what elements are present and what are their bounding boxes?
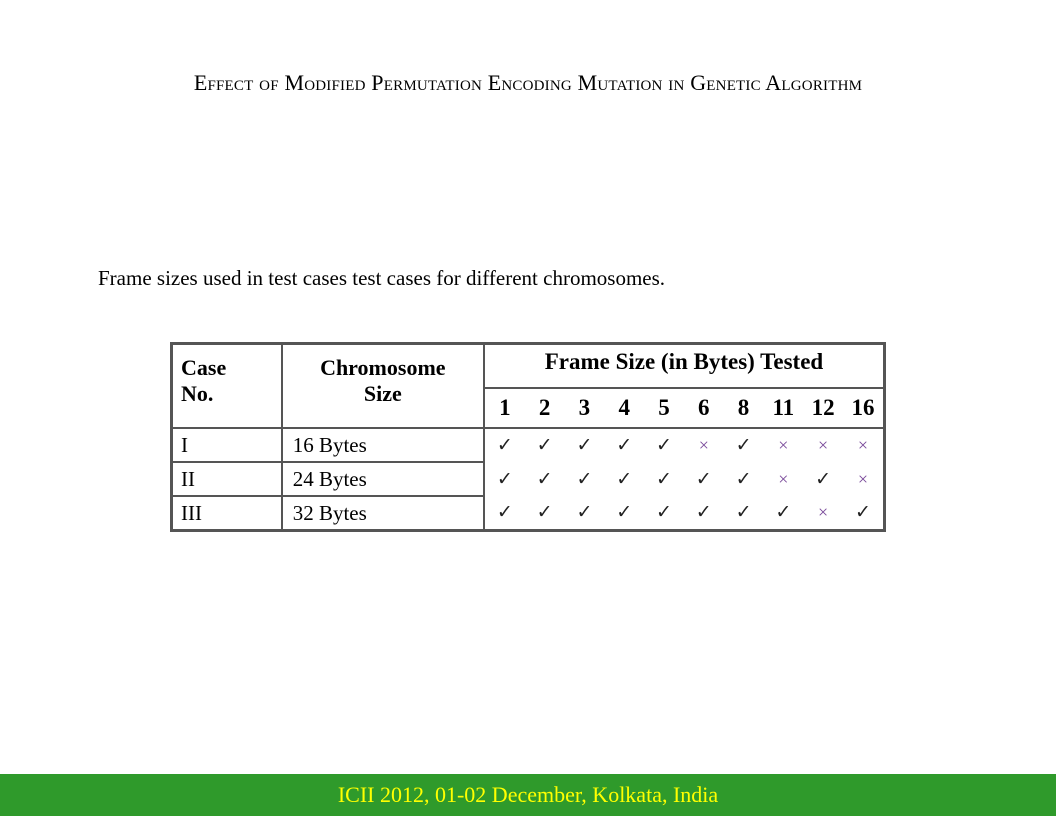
check-icon: ✓ — [695, 502, 712, 523]
header-case-line1: Case — [181, 355, 227, 380]
check-icon: ✓ — [735, 502, 752, 523]
case-number: I — [172, 428, 282, 462]
case-number: III — [172, 496, 282, 531]
table-row — [172, 428, 885, 462]
table-row — [172, 462, 885, 496]
check-icon: ✓ — [484, 462, 525, 496]
frame-size-header: 12 — [803, 388, 843, 428]
frame-size-header: 16 — [843, 388, 885, 428]
header-chrom-line2: Size — [363, 381, 402, 406]
header-case-no — [172, 344, 282, 429]
frame-size-header: 8 — [724, 388, 764, 428]
footer-bar — [0, 774, 1056, 816]
check-icon: ✓ — [536, 502, 553, 523]
check-icon: ✓ — [616, 468, 633, 490]
cross-icon: × — [778, 435, 789, 455]
check-icon: ✓ — [576, 468, 593, 490]
chromosome-size: 24 Bytes — [282, 462, 484, 496]
check-icon: ✓ — [484, 428, 525, 462]
header-chrom-line1: Chromosome — [320, 355, 446, 380]
cross-icon: × — [818, 502, 829, 522]
footer-text: ICII 2012, 01-02 December, Kolkata, India — [337, 782, 719, 807]
check-icon: ✓ — [656, 502, 672, 523]
check-icon: ✓ — [656, 435, 672, 456]
header-frame-size: Frame Size (in Bytes) Tested — [484, 344, 885, 389]
check-icon: ✓ — [484, 496, 525, 531]
header-case-line2: No. — [181, 381, 214, 406]
table-caption: Frame sizes used in test cases test cases for different chromosomes. — [98, 266, 666, 290]
check-icon: ✓ — [536, 468, 553, 490]
check-icon: ✓ — [576, 502, 593, 523]
cross-icon: × — [778, 468, 789, 489]
chromosome-size: 16 Bytes — [282, 428, 484, 462]
cross-icon: × — [843, 462, 885, 496]
check-icon: ✓ — [695, 468, 712, 490]
case-number: II — [172, 462, 282, 496]
check-icon: ✓ — [656, 468, 672, 490]
slide-title: Effect of Modified Permutation Encoding Mutation in Genetic Algorithm — [193, 70, 863, 95]
check-icon: ✓ — [815, 468, 832, 490]
cross-icon: × — [843, 428, 885, 462]
cross-icon: × — [818, 435, 829, 455]
frame-size-header: 3 — [565, 388, 605, 428]
check-icon: ✓ — [536, 435, 553, 456]
check-icon: ✓ — [735, 468, 752, 490]
check-icon: ✓ — [616, 502, 633, 523]
chromosome-size: 32 Bytes — [282, 496, 484, 531]
table-row — [172, 496, 885, 531]
frame-size-header: 11 — [763, 388, 803, 428]
check-icon: ✓ — [735, 435, 752, 456]
check-icon: ✓ — [616, 435, 633, 456]
frame-size-header: 2 — [525, 388, 565, 428]
frame-size-header: 4 — [604, 388, 644, 428]
check-icon: ✓ — [576, 435, 593, 456]
header-row — [172, 344, 885, 389]
check-icon: ✓ — [843, 496, 885, 531]
frame-size-header: 1 — [484, 388, 525, 428]
frame-size-table — [170, 342, 886, 532]
frame-size-header: 5 — [644, 388, 684, 428]
check-icon: ✓ — [775, 502, 792, 523]
header-chromosome-size — [282, 344, 484, 429]
cross-icon: × — [698, 435, 709, 455]
frame-size-header: 6 — [684, 388, 724, 428]
